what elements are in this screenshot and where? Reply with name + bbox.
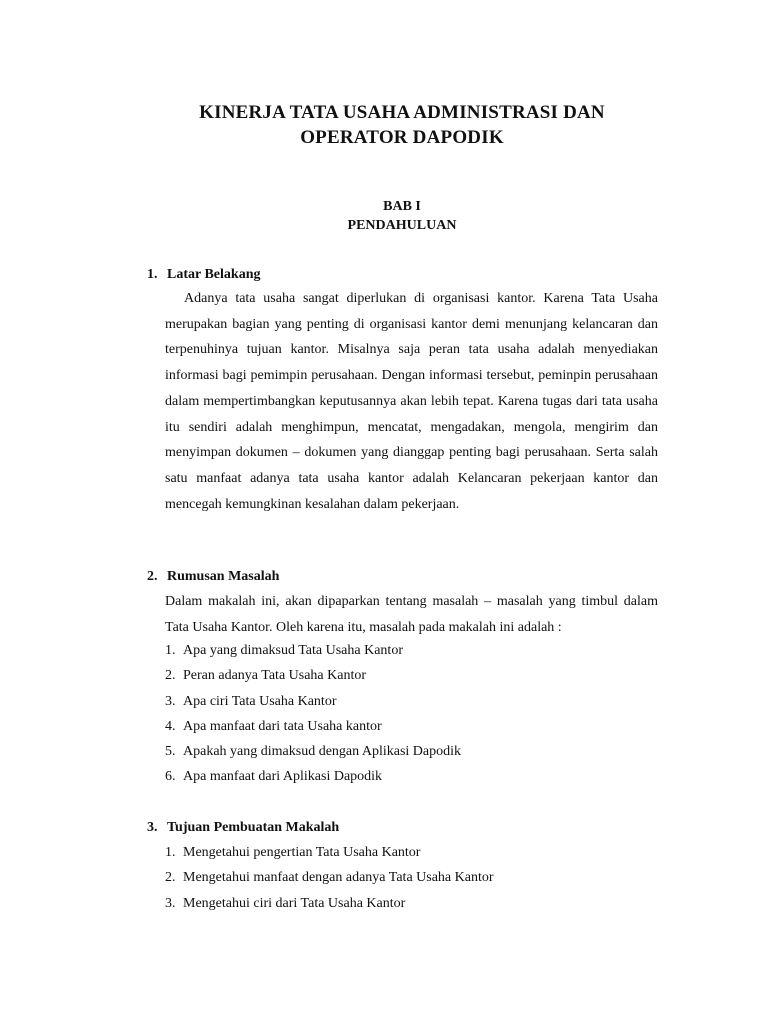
- chapter-heading: [100, 197, 704, 235]
- list-tujuan: [165, 843, 494, 919]
- title-line-2: OPERATOR DAPODIK: [300, 127, 504, 148]
- list-item: 5. Apakah yang dimaksud dengan Aplikasi Dapodik: [165, 744, 462, 760]
- section-title: Latar Belakang: [167, 267, 261, 282]
- list-item: 1. Apa yang dimaksud Tata Usaha Kantor: [165, 643, 403, 658]
- section-number: 2.: [147, 569, 158, 584]
- section-heading-rumusan-masalah: [147, 568, 279, 586]
- list-item: 2. Peran adanya Tata Usaha Kantor: [165, 668, 367, 684]
- list-item: 3. Apa ciri Tata Usaha Kantor: [165, 693, 337, 709]
- list-item: 2. Mengetahui manfaat dengan adanya Tata Usaha Kantor: [165, 870, 494, 886]
- paragraph-latar-belakang: Adanya tata usaha sangat diperlukan di organisasi kantor. Karena Tata Usaha merupakan bagian yang penting di organisasi kantor demi menunjang kelancaran dan terpenuhinya tujuan kantor. Misalnya saja peran tata usaha adalah menyediakan informasi bagi pemimpin perusahaan. Dengan informasi tersebut, peminpin perusahaan dalam mempertimbangkan keputusannya akan lebih tepat. Karena tugas dari tata usaha itu sendiri adalah menghimpun, mencatat, mengadakan, mengola, mengirim dan menyimpan dokumen – dokumen yang dianggap penting bagi perusahaan. Serta salah satu manfaat adanya tata usaha kantor adalah Kelancaran pekerjaan kantor dan mencegah kemungkinan kesalahan dalam pekerjaan.: [165, 291, 658, 512]
- section-title: Tujuan Pembuatan Makalah: [167, 820, 340, 835]
- list-rumusan-masalah: [165, 641, 461, 793]
- section-heading-latar-belakang: [147, 266, 260, 284]
- section-number: 1.: [147, 267, 158, 282]
- section-heading-tujuan: [147, 819, 339, 837]
- chapter-number: BAB I: [383, 199, 421, 214]
- list-item: 4. Apa manfaat dari tata Usaha kantor: [165, 718, 382, 734]
- list-item: 1. Mengetahui pengertian Tata Usaha Kantor: [165, 845, 421, 860]
- section-title: Rumusan Masalah: [167, 569, 280, 584]
- section-number: 3.: [147, 820, 158, 835]
- list-item: 6. Apa manfaat dari Aplikasi Dapodik: [165, 769, 383, 785]
- paragraph-rumusan-masalah: Dalam makalah ini, akan dipaparkan tentang masalah – masalah yang timbul dalam Tata Usaha Kantor. Oleh karena itu, masalah pada makalah ini adalah :: [165, 594, 658, 635]
- list-item: 3. Mengetahui ciri dari Tata Usaha Kantor: [165, 895, 406, 911]
- document-title: [100, 100, 704, 150]
- chapter-title: PENDAHULUAN: [347, 218, 457, 233]
- title-line-1: KINERJA TATA USAHA ADMINISTRASI DAN: [199, 102, 605, 123]
